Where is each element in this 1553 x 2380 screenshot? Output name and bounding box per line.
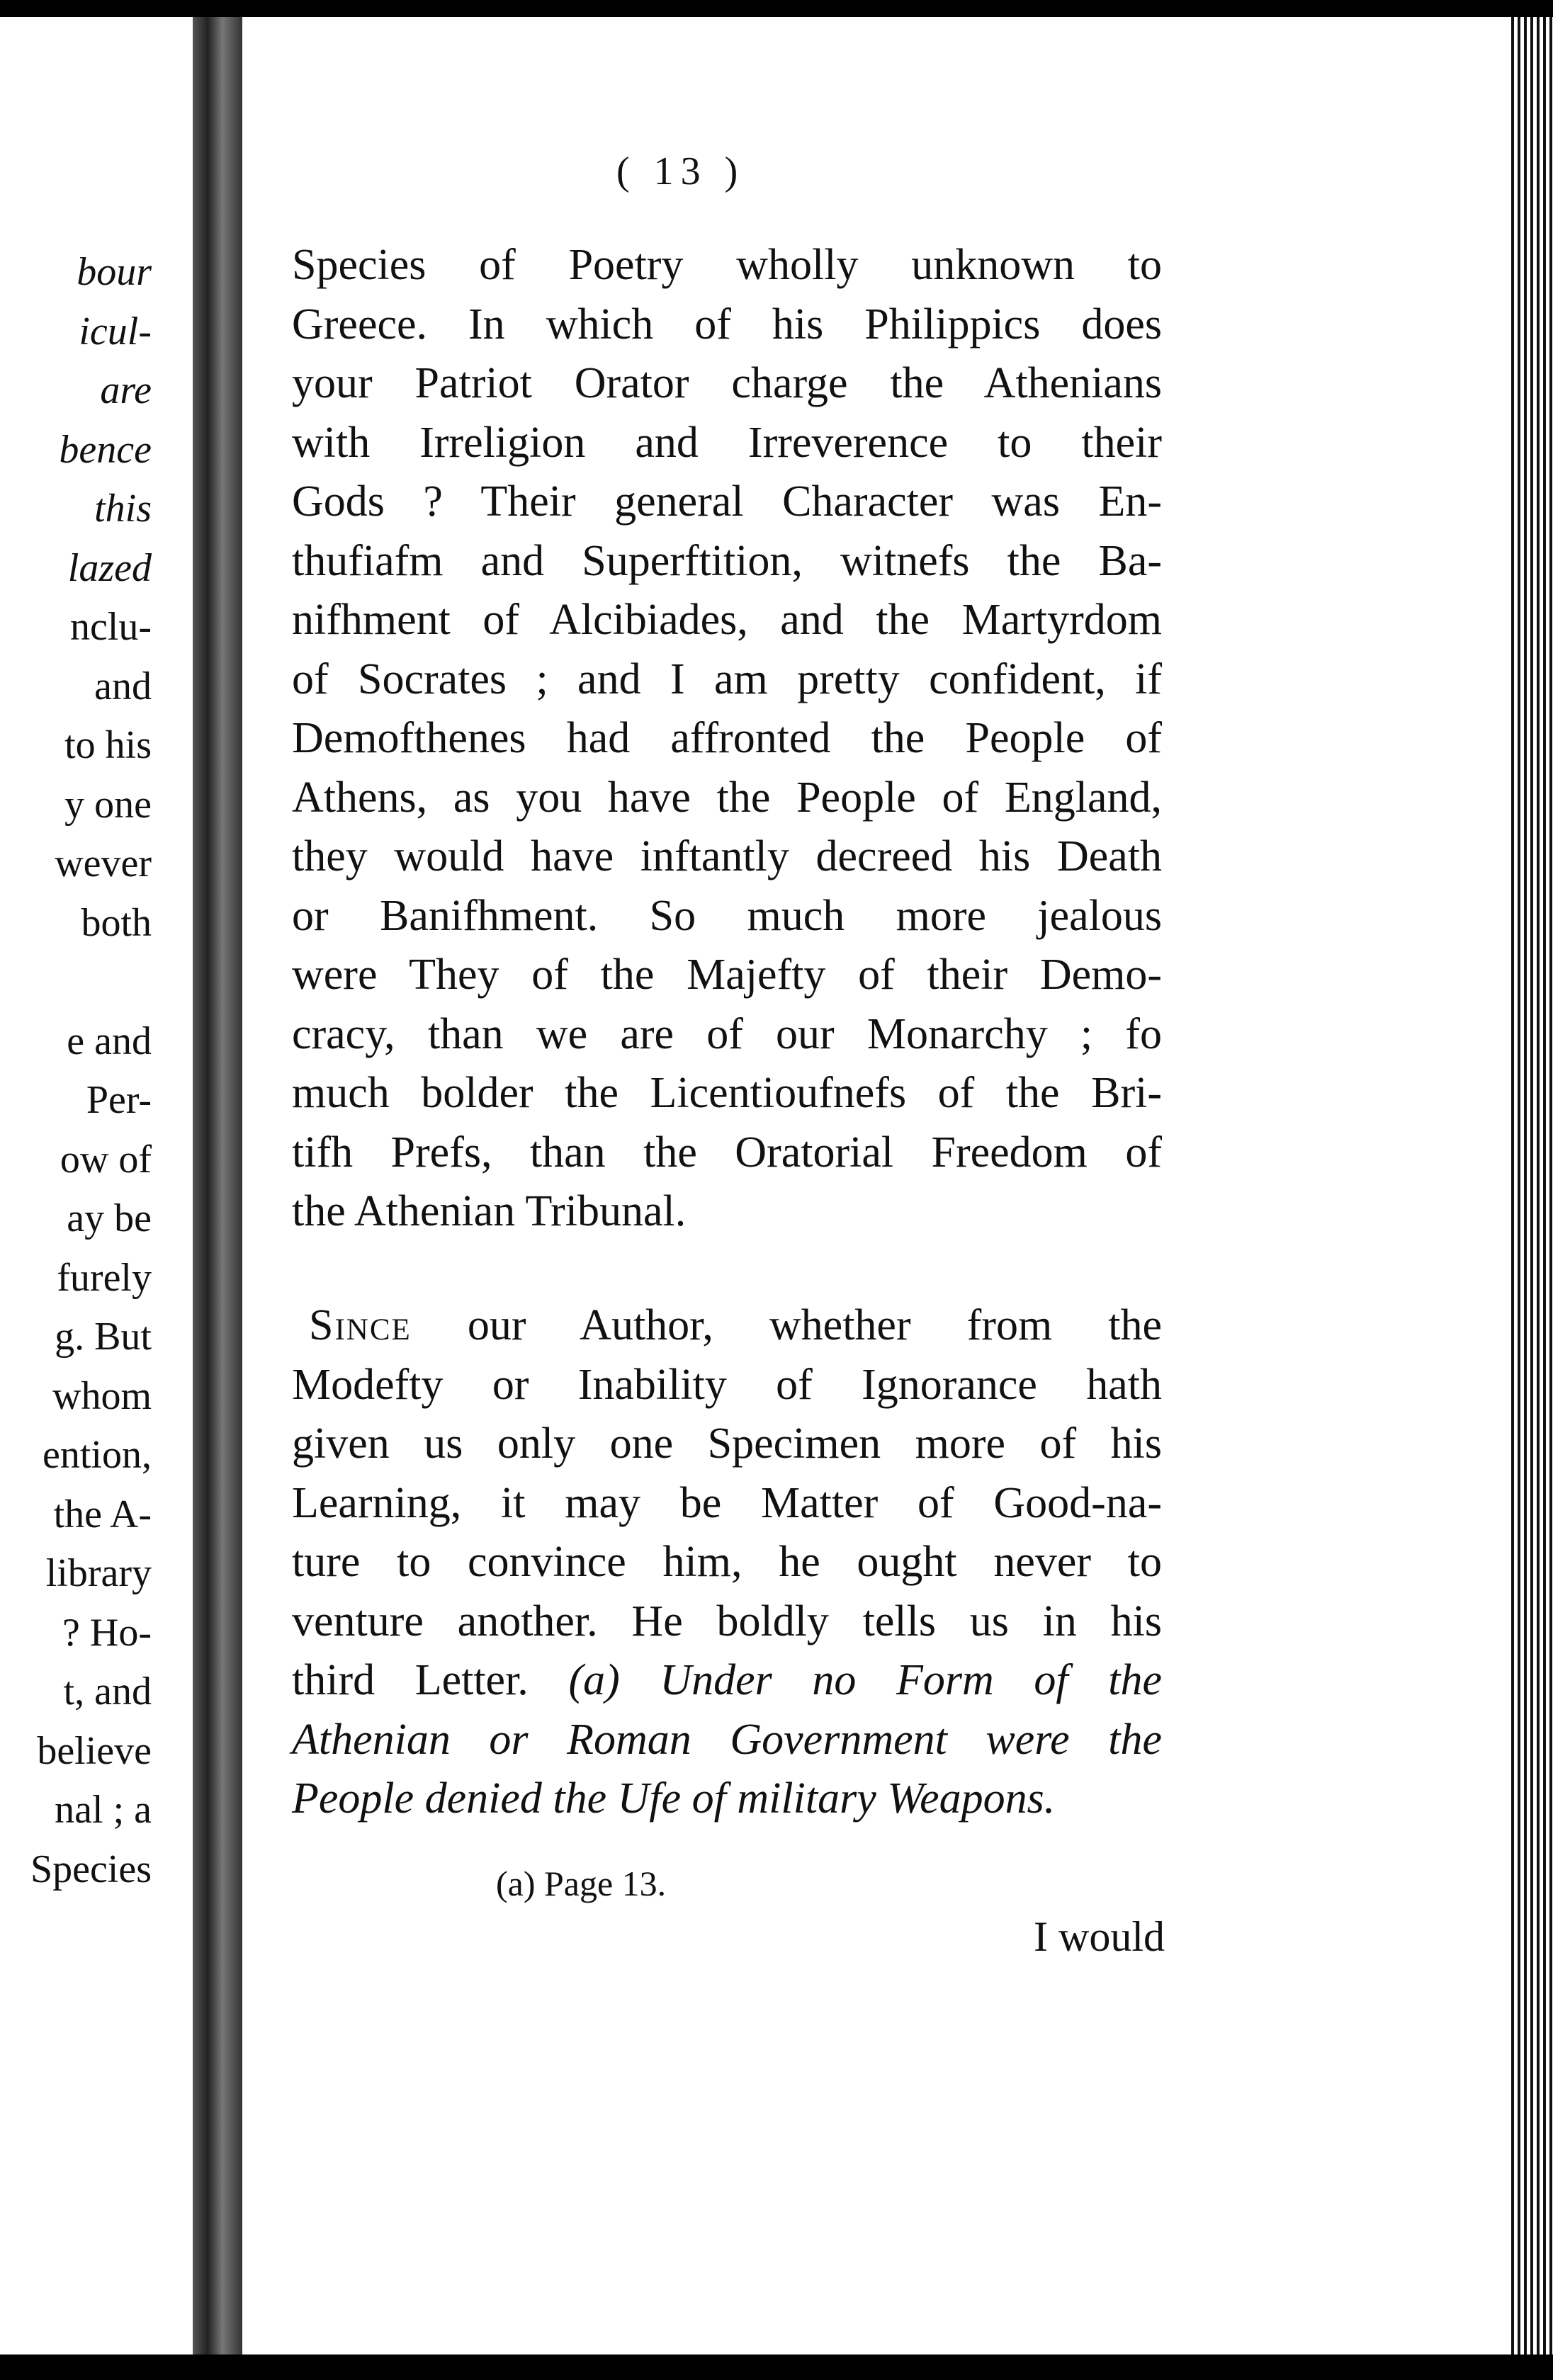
text-line: Modefty or Inability of Ignorance hath xyxy=(292,1360,1162,1409)
left-page-line: library xyxy=(45,1551,152,1595)
left-page-line: bour xyxy=(77,250,152,294)
small-caps-word: Since xyxy=(309,1301,412,1349)
text-line: thufiafm and Superftition, witnefs the Ba- xyxy=(292,536,1162,585)
roman-text: third Letter. xyxy=(292,1656,569,1704)
left-page-line: and xyxy=(94,664,152,708)
left-page-line: Per- xyxy=(86,1078,152,1122)
left-page-line: g. But xyxy=(55,1315,152,1359)
text-line: of Socrates ; and I am pretty confident, if xyxy=(292,654,1162,703)
text-line: Species of Poetry wholly unknown to xyxy=(292,241,1162,289)
text-line: Greece. In which of his Philippics does xyxy=(292,300,1162,348)
paragraph-1 xyxy=(292,236,1162,1242)
left-page-line: icul- xyxy=(79,309,152,353)
left-page-line: believe xyxy=(37,1728,152,1773)
text-line: Gods ? Their general Character was En- xyxy=(292,477,1162,526)
text-line: the Athenian Tribunal. xyxy=(292,1187,687,1235)
text-line: Demofthenes had affronted the People of xyxy=(292,714,1162,762)
text-line: they would have inftantly decreed his Death xyxy=(292,832,1162,880)
left-page-line: ention, xyxy=(43,1433,152,1477)
left-page-line: wever xyxy=(55,842,152,885)
text-line: with Irreligion and Irreverence to their xyxy=(292,418,1162,467)
left-page-line: lazed xyxy=(67,545,152,590)
text-line-first xyxy=(292,1296,1162,1356)
left-page-line: bence xyxy=(59,427,152,472)
text-line-mixed xyxy=(292,1651,1162,1711)
left-page-line: Species xyxy=(30,1847,152,1891)
text-line: ture to convince him, he ought never to xyxy=(292,1538,1162,1586)
left-page-line: are xyxy=(100,368,152,412)
text-line-italic: People denied the Ufe of military Weapons. xyxy=(292,1774,1056,1823)
left-page-line: e and xyxy=(67,1019,152,1063)
left-page-line: to his xyxy=(64,723,152,767)
text-line: given us only one Specimen more of his xyxy=(292,1420,1162,1468)
left-page-line: nal ; a xyxy=(55,1788,152,1832)
left-page-line: ow of xyxy=(60,1137,152,1182)
left-page-line: both xyxy=(81,900,152,945)
left-page-line: the A- xyxy=(53,1492,152,1536)
text-line: cracy, than we are of our Monarchy ; fo xyxy=(292,1009,1162,1058)
text-line: were They of the Majefty of their Demo- xyxy=(292,951,1162,999)
text-line: Learning, it may be Matter of Good-na- xyxy=(292,1478,1162,1527)
text-line: or Banifhment. So much more jealous xyxy=(292,891,1162,940)
text-line: Athens, as you have the People of England, xyxy=(292,773,1162,822)
left-page-line: ? Ho- xyxy=(62,1610,152,1655)
italic-text: (a) Under no Form of the xyxy=(568,1656,1162,1704)
footnote: (a) Page 13. xyxy=(496,1864,667,1903)
book-gutter xyxy=(193,17,242,2354)
left-page-line: ay be xyxy=(67,1196,152,1240)
page-edges xyxy=(1508,17,1553,2354)
text-line: your Patriot Orator charge the Athenians xyxy=(292,359,1162,407)
text-line: nifhment of Alcibiades, and the Martyrdom xyxy=(292,596,1162,644)
text-line: venture another. He boldly tells us in his xyxy=(292,1597,1162,1645)
left-page-fragment xyxy=(0,17,193,2354)
left-page-line: this xyxy=(94,487,152,531)
line-rest: our Author, whether from the xyxy=(411,1301,1162,1349)
left-page-line: nclu- xyxy=(69,605,152,649)
paragraph-2 xyxy=(292,1296,1162,1829)
catchword: I would xyxy=(1034,1913,1165,1960)
left-page-line: t, and xyxy=(63,1670,152,1713)
text-line: tifh Prefs, than the Oratorial Freedom of xyxy=(292,1128,1162,1177)
left-page-line: whom xyxy=(52,1373,152,1418)
left-page-line: y one xyxy=(64,782,152,827)
left-page-line: furely xyxy=(57,1255,152,1300)
page-number: ( 13 ) xyxy=(616,149,745,193)
text-line: much bolder the Licentioufnefs of the Bri- xyxy=(292,1069,1162,1117)
text-line-italic: Athenian or Roman Government were the xyxy=(292,1715,1162,1764)
